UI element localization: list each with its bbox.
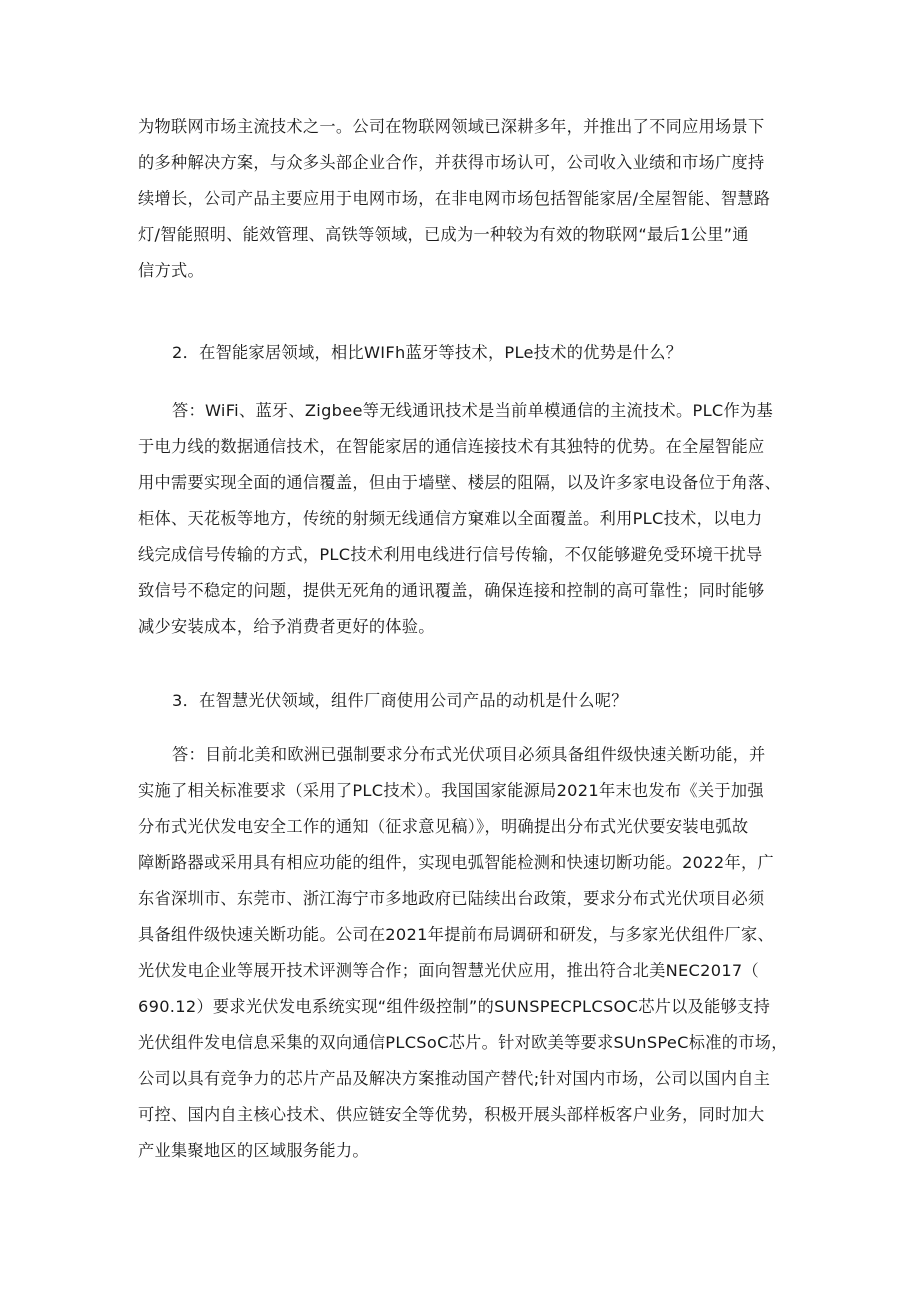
answer-line: 690.12）要求光伏发电系统实现“组件级控制”的SUNSPECPLCSOC芯片以及能够支持 (138, 997, 771, 1016)
intro-line: 的多种解决方案，与众多头部企业合作，并获得市场认可，公司收入业绩和市场广度持 (138, 153, 765, 172)
answer-line: 减少安装成本，给予消费者更好的体验。 (138, 617, 435, 636)
answer-line: 实施了相关标准要求（采用了PLC技术）。我国国家能源局2021年末也发布《关于加强 (138, 781, 764, 800)
answer-line: 光伏组件发电信息采集的双向通信PLCSoC芯片。针对欧美等要求SUnSPeC标准的市场， (138, 1033, 788, 1052)
answer-line: 产业集聚地区的区域服务能力。 (138, 1141, 369, 1160)
answer-line: 线完成信号传输的方式，PLC技术利用电线进行信号传输，不仅能够避免受环境干扰导 (138, 545, 763, 564)
intro-line: 灯/智能照明、能效管理、高铁等领域，已成为一种较为有效的物联网“最后1公里”通 (138, 225, 749, 244)
answer-line: 具备组件级快速关断功能。公司在2021年提前布局调研和研发，与多家光伏组件厂家、 (138, 925, 774, 944)
answer-line: 柜体、天花板等地方，传统的射频无线通信方窠难以全面覆盖。利用PLC技术，以电力 (138, 509, 763, 528)
intro-line: 信方式。 (138, 261, 204, 280)
answer-line: 光伏发电企业等展开技术评测等合作；面向智慧光伏应用，推出符合北美NEC2017（ (138, 961, 760, 980)
question-3-heading: 3．在智慧光伏领域，组件厂商使用公司产品的动机是什么呢？ (172, 691, 628, 710)
answer-line: 分布式光伏发电安全工作的通知（征求意见稿）》，明确提出分布式光伏要安装电弧故 (138, 817, 749, 836)
answer-line: 障断路器或采用具有相应功能的组件，实现电弧智能检测和快速切断功能。2022年，广 (138, 853, 774, 872)
answer-line: 答：WiFi、蓝牙、Zigbee等无线通讯技术是当前单模通信的主流技术。PLC作为基 (172, 401, 773, 420)
intro-line: 为物联网市场主流技术之一。公司在物联网领域已深耕多年，并推出了不同应用场景下 (138, 117, 765, 136)
answer-line: 答：目前北美和欧洲已强制要求分布式光伏项目必须具备组件级快速关断功能，并 (172, 745, 766, 764)
answer-line: 公司以具有竞争力的芯片产品及解决方案推动国产替代;针对国内市场，公司以国内自主 (138, 1069, 771, 1088)
answer-line: 可控、国内自主核心技术、供应链安全等优势，积极开展头部样板客户业务，同时加大 (138, 1105, 765, 1124)
intro-line: 续增长，公司产品主要应用于电网市场，在非电网市场包括智能家居/全屋智能、智慧路 (138, 189, 771, 208)
answer-line: 致信号不稳定的问题，提供无死角的通讯覆盖，确保连接和控制的高可靠性；同时能够 (138, 581, 765, 600)
answer-line: 东省深圳市、东莞市、浙江海宁市多地政府已陆续出台政策，要求分布式光伏项目必须 (138, 889, 765, 908)
answer-line: 于电力线的数据通信技术，在智能家居的通信连接技术有其独特的优势。在全屋智能应 (138, 437, 765, 456)
question-2-heading: 2．在智能家居领域，相比WIFh蓝牙等技术，PLe技术的优势是什么？ (172, 343, 683, 362)
answer-line: 用中需要实现全面的通信覆盖，但由于墙壁、楼层的阻隔，以及许多家电设备位于角落、 (138, 473, 782, 492)
